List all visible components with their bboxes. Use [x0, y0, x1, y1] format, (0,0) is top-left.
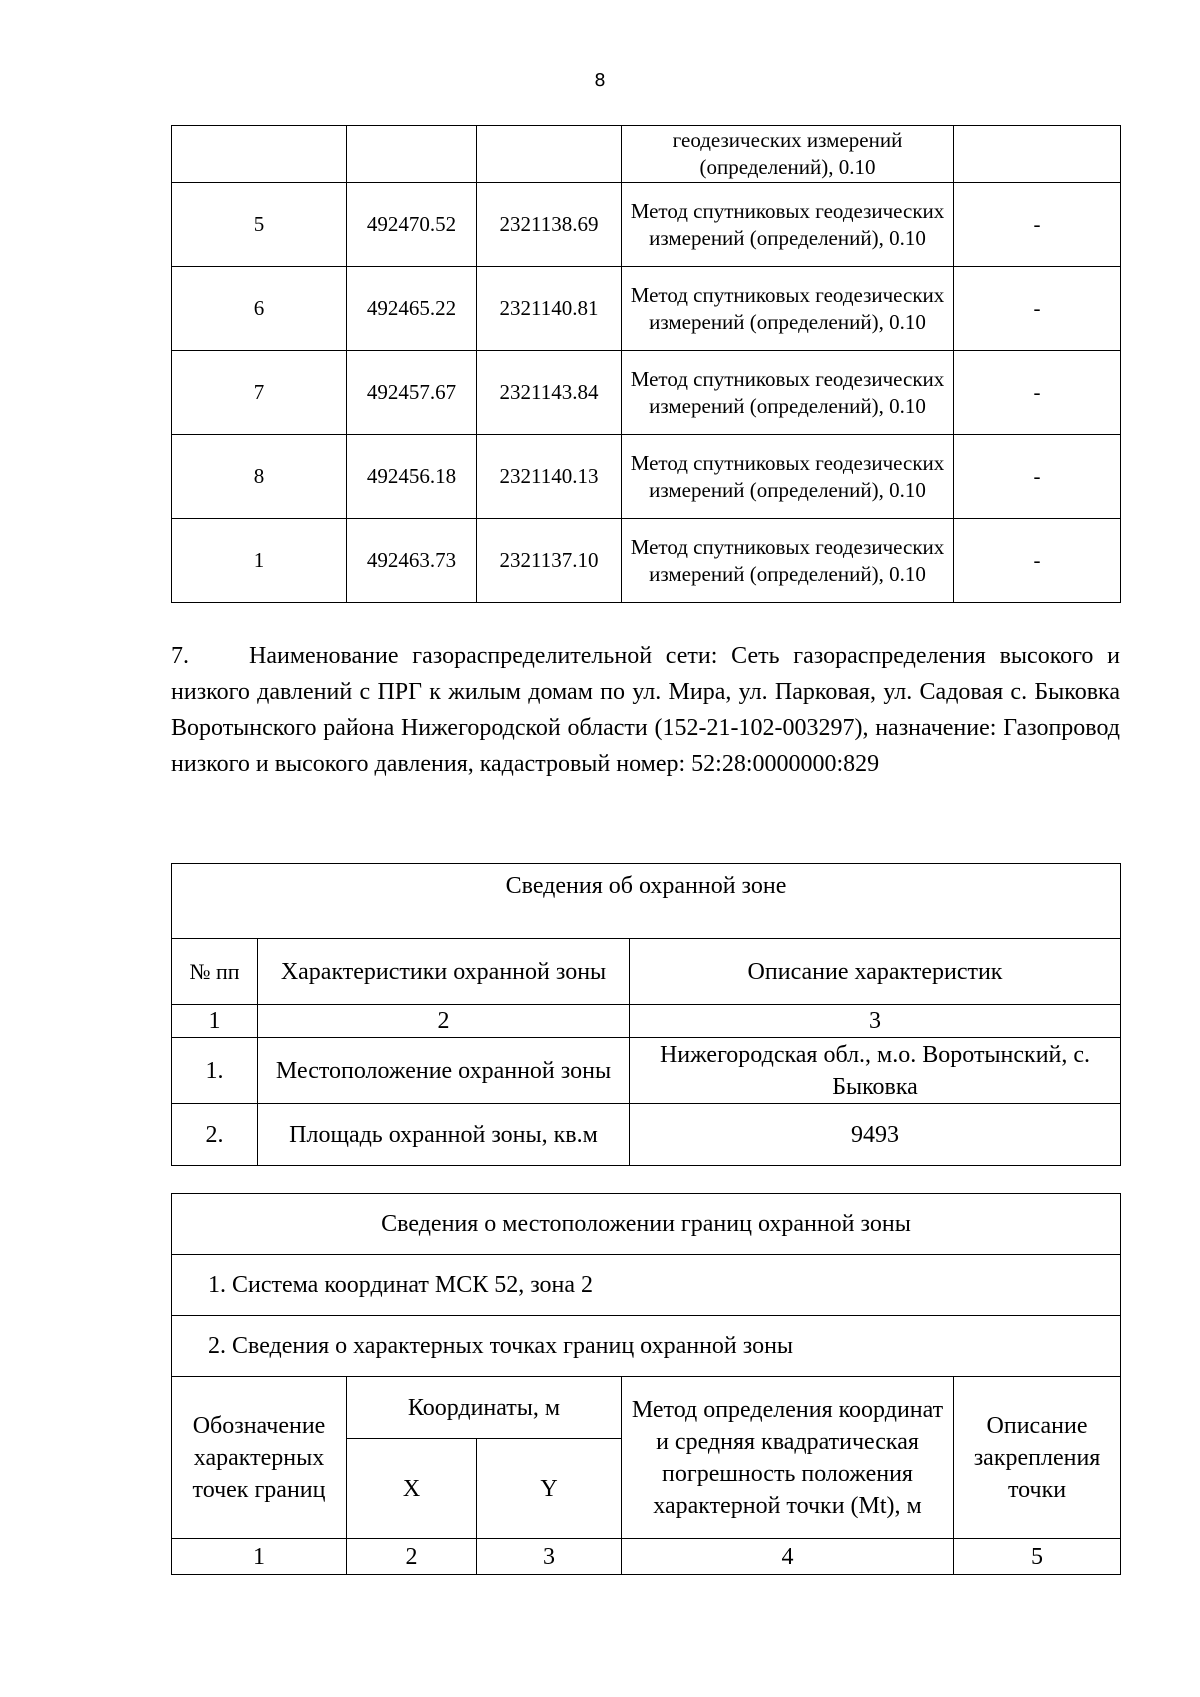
index-cell: 4 — [622, 1539, 954, 1575]
cell-y: 2321143.84 — [477, 351, 622, 435]
cell-method: Метод спутниковых геодезических измерений (определений), 0.10 — [622, 183, 954, 267]
index-cell: 3 — [477, 1539, 622, 1575]
header-method: Метод определения координат и средняя квадратическая погрешность положения характерной точки (Mt), м — [622, 1377, 954, 1539]
page-number: 8 — [594, 70, 606, 91]
cell-y: 2321137.10 — [477, 519, 622, 603]
cell-x — [347, 126, 477, 183]
index-cell: 3 — [630, 1005, 1121, 1038]
table-row — [172, 1255, 1121, 1316]
cell-number: 2. — [172, 1104, 258, 1166]
header-number: № пп — [172, 939, 258, 1005]
table-row — [172, 1316, 1121, 1377]
header-y: Y — [477, 1439, 622, 1539]
table-header-row — [172, 939, 1121, 1005]
cell-desc: - — [954, 183, 1121, 267]
index-cell: 2 — [258, 1005, 630, 1038]
paragraph-text: Наименование газораспределительной сети: Сеть газораспределения высокого и низкого давлений с ПРГ к жилым домам по ул. Мира, ул. Парковая, ул. Садовая с. Быковка Воротынского района Нижегородской области (152-21-102-003297), назначение: Газопровод низкого и высокого давления, кадастровый номер: 52:28:0000000:829 — [171, 643, 1120, 777]
table-row — [172, 1194, 1121, 1255]
index-cell: 2 — [347, 1539, 477, 1575]
cell-y — [477, 126, 622, 183]
cell-point: 1 — [172, 519, 347, 603]
cell-number: 1. — [172, 1038, 258, 1104]
cell-point: 7 — [172, 351, 347, 435]
table-row — [172, 1038, 1121, 1104]
zone-boundaries-table — [171, 1193, 1121, 1575]
cell-desc: - — [954, 351, 1121, 435]
header-description: Описание характеристик — [630, 939, 1121, 1005]
table-row — [172, 1104, 1121, 1166]
cell-point: 8 — [172, 435, 347, 519]
table-title: Сведения об охранной зоне — [172, 864, 1121, 939]
cell-method: геодезических измерений (определений), 0.10 — [622, 126, 954, 183]
header-x: X — [347, 1439, 477, 1539]
cell-description: 9493 — [630, 1104, 1121, 1166]
table-row — [172, 183, 1121, 267]
cell-description: Нижегородская обл., м.о. Воротынский, с. Быковка — [630, 1038, 1121, 1104]
cell-y: 2321140.81 — [477, 267, 622, 351]
cell-x: 492457.67 — [347, 351, 477, 435]
table-row — [172, 126, 1121, 183]
cell-desc: - — [954, 435, 1121, 519]
table-row — [172, 267, 1121, 351]
cell-characteristic: Местоположение охранной зоны — [258, 1038, 630, 1104]
cell-x: 492463.73 — [347, 519, 477, 603]
cell-method: Метод спутниковых геодезических измерений (определений), 0.10 — [622, 267, 954, 351]
header-designation: Обозначение характерных точек границ — [172, 1377, 347, 1539]
header-coordinates: Координаты, м — [347, 1377, 622, 1439]
network-description-paragraph — [171, 638, 1120, 782]
index-cell: 1 — [172, 1539, 347, 1575]
cell-x: 492470.52 — [347, 183, 477, 267]
index-cell: 1 — [172, 1005, 258, 1038]
cell-x: 492465.22 — [347, 267, 477, 351]
coordinates-table — [171, 125, 1121, 603]
paragraph-number: 7. — [171, 643, 189, 669]
cell-method: Метод спутниковых геодезических измерений (определений), 0.10 — [622, 519, 954, 603]
cell-desc — [954, 126, 1121, 183]
table-row — [172, 435, 1121, 519]
coordinate-system: 1. Система координат МСК 52, зона 2 — [172, 1255, 1121, 1316]
table-header-row — [172, 1377, 1121, 1439]
header-point-description: Описание закрепления точки — [954, 1377, 1121, 1539]
table-row — [172, 519, 1121, 603]
cell-desc: - — [954, 519, 1121, 603]
points-section-title: 2. Сведения о характерных точках границ охранной зоны — [172, 1316, 1121, 1377]
table-title: Сведения о местоположении границ охранной зоны — [172, 1194, 1121, 1255]
cell-point: 5 — [172, 183, 347, 267]
table-index-row — [172, 1539, 1121, 1575]
table-index-row — [172, 1005, 1121, 1038]
cell-point — [172, 126, 347, 183]
table-row — [172, 864, 1121, 939]
cell-point: 6 — [172, 267, 347, 351]
table-row — [172, 351, 1121, 435]
cell-desc: - — [954, 267, 1121, 351]
header-characteristic: Характеристики охранной зоны — [258, 939, 630, 1005]
cell-x: 492456.18 — [347, 435, 477, 519]
protection-zone-table — [171, 863, 1121, 1166]
cell-characteristic: Площадь охранной зоны, кв.м — [258, 1104, 630, 1166]
cell-method: Метод спутниковых геодезических измерений (определений), 0.10 — [622, 351, 954, 435]
index-cell: 5 — [954, 1539, 1121, 1575]
cell-y: 2321138.69 — [477, 183, 622, 267]
cell-y: 2321140.13 — [477, 435, 622, 519]
cell-method: Метод спутниковых геодезических измерений (определений), 0.10 — [622, 435, 954, 519]
